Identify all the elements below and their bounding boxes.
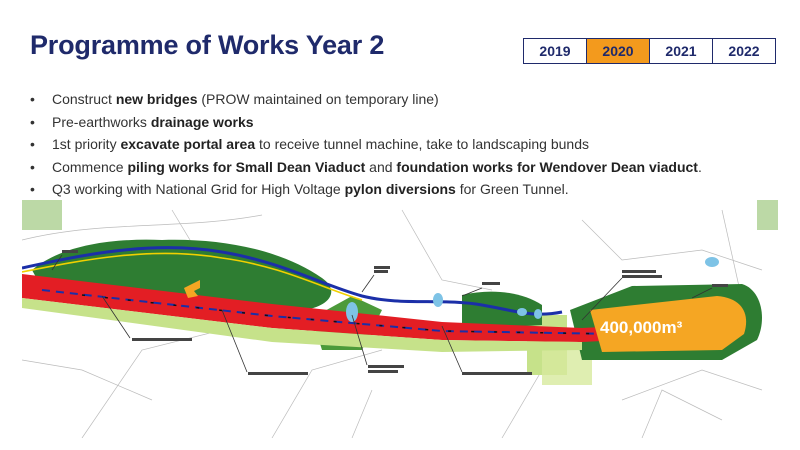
slide-title: Programme of Works Year 2 bbox=[30, 30, 385, 60]
bullet-emphasis: piling works for Small Dean Viaduct bbox=[127, 158, 366, 175]
bullet-new-bridges bbox=[30, 88, 702, 111]
bullet-emphasis: new bridges bbox=[115, 91, 198, 107]
bullet-text: Pre-earthworks bbox=[52, 113, 151, 130]
year-tab-2022[interactable]: 2022 bbox=[712, 39, 775, 63]
year-tab-2019[interactable]: 2019 bbox=[539, 43, 571, 59]
bullet-emphasis: excavate portal area bbox=[120, 136, 256, 152]
bullet-emphasis: pylon diversions bbox=[344, 181, 456, 197]
bullet-text: Construct bbox=[52, 91, 116, 107]
year-selector bbox=[523, 38, 776, 64]
bullet-viaduct-works bbox=[30, 156, 702, 179]
bullet-text: . bbox=[697, 158, 702, 175]
bullet-drainage-works bbox=[30, 111, 702, 134]
bullet-text: Commence bbox=[52, 158, 128, 175]
bullet-text: to receive tunnel machine, take to landscaping bunds bbox=[255, 136, 589, 152]
bullet-emphasis: foundation works for Wendover Dean viaduct bbox=[396, 158, 698, 175]
bullet-portal-area bbox=[30, 133, 702, 156]
bullet-text: and bbox=[365, 158, 397, 175]
bullet-text: for Green Tunnel. bbox=[455, 181, 569, 197]
works-list bbox=[30, 88, 702, 201]
route-map bbox=[22, 200, 778, 438]
year-tab-2021[interactable]: 2021 bbox=[649, 39, 712, 63]
bullet-emphasis: drainage works bbox=[150, 113, 254, 130]
bullet-pylon-diversions bbox=[30, 178, 702, 201]
bullet-text: Q3 working with National Grid for High Voltage bbox=[52, 181, 345, 197]
bullet-text: 1st priority bbox=[52, 136, 121, 152]
bullet-text: (PROW maintained on temporary line) bbox=[197, 91, 439, 107]
year-tab-2020[interactable]: 2020 bbox=[586, 39, 649, 63]
earthwork-volume-label: 400,000m³ bbox=[600, 318, 683, 337]
